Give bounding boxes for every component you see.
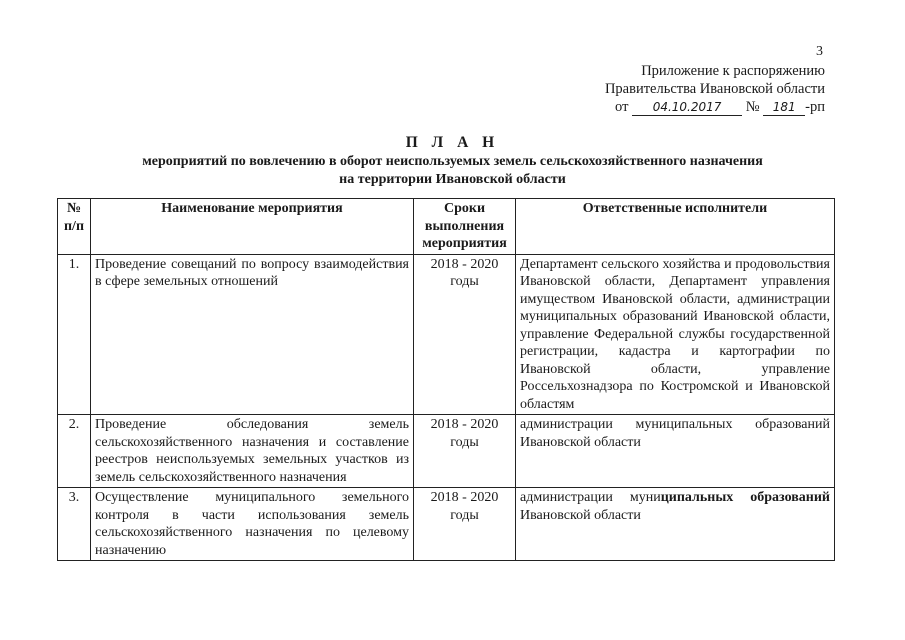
appendix-header — [605, 62, 825, 116]
row-num: 3. — [58, 488, 91, 561]
table-header-row — [58, 199, 835, 255]
row-term: 2018 - 2020 годы — [414, 488, 516, 561]
appendix-line-2: Правительства Ивановской области — [604, 81, 825, 97]
document-title — [0, 133, 905, 189]
row-responsible — [516, 488, 835, 561]
row-num: 1. — [58, 254, 91, 415]
plan-heading: П Л А Н — [405, 134, 500, 151]
page-number: 3 — [816, 44, 823, 59]
table-row — [58, 488, 835, 561]
plan-table — [57, 198, 835, 561]
order-suffix: -рп — [805, 99, 825, 115]
title-line-1: мероприятий по вовлечению в оборот неиспользуемых земель сельскохозяйственного назначения — [142, 154, 763, 169]
header-name: Наименование мероприятия — [91, 199, 414, 255]
resp-part-plain: администрации муни — [520, 490, 661, 505]
resp-part-bold: ципальных образований — [660, 490, 830, 505]
row-term: 2018 - 2020 годы — [414, 254, 516, 415]
from-label: от — [615, 99, 629, 115]
handwritten-number: 181 — [763, 100, 805, 116]
resp-part-rest: Ивановской области — [520, 507, 641, 523]
header-term: Сроки выполнения мероприятия — [414, 199, 516, 255]
title-line-2: на территории Ивановской области — [339, 172, 566, 187]
row-num: 2. — [58, 415, 91, 488]
row-term: 2018 - 2020 годы — [414, 415, 516, 488]
row-responsible: администрации муниципальных образований Ивановской области — [516, 415, 835, 488]
header-responsible: Ответственные исполнители — [516, 199, 835, 255]
table-row — [58, 415, 835, 488]
header-num: № п/п — [58, 199, 91, 255]
row-name: Проведение совещаний по вопросу взаимодействия в сфере земельных отношений — [91, 254, 414, 415]
row-name: Проведение обследования земель сельскохозяйственного назначения и составление реестров неиспользуемых земельных участков из земель сельскохозяйственного назначения — [91, 415, 414, 488]
appendix-line-1: Приложение к распоряжению — [641, 63, 825, 79]
appendix-date-line — [605, 98, 825, 116]
row-name: Осуществление муниципального земельного контроля в части использования земель сельскохозяйственного назначения по целевому назначению — [91, 488, 414, 561]
handwritten-date: 04.10.2017 — [632, 100, 742, 116]
number-label: № — [745, 99, 760, 115]
row-responsible: Департамент сельского хозяйства и продовольствия Ивановской области, Департамент управления имуществом Ивановской области, администрации муниципальных образований Ивановской области, управление Федеральной службы государственной регистрации, кадастра и картографии по Ивановской области, управление Россельхознадзора по Костромской и Ивановской областям — [516, 254, 835, 415]
table-row — [58, 254, 835, 415]
